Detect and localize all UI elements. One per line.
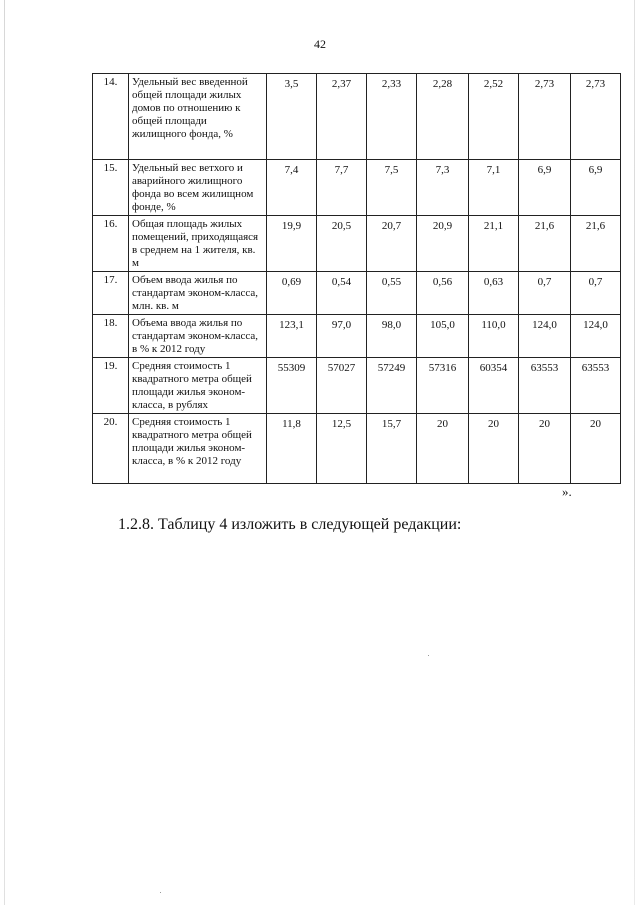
value-cell: 20 [469, 414, 519, 484]
value-cell: 7,4 [267, 160, 317, 216]
row-number: 20. [93, 414, 129, 484]
value-cell: 3,5 [267, 74, 317, 160]
table-row [93, 216, 621, 272]
value-cell: 55309 [267, 358, 317, 414]
value-cell: 57027 [317, 358, 367, 414]
value-cell: 123,1 [267, 315, 317, 358]
row-number: 14. [93, 74, 129, 160]
table-row [93, 160, 621, 216]
row-label: Средняя стоимость 1 квадратного метра общей площади жилья эконом-класса, в % к 2012 году [129, 414, 267, 484]
value-cell: 2,73 [519, 74, 571, 160]
row-label: Объема ввода жилья по стандартам эконом-класса, в % к 2012 году [129, 315, 267, 358]
row-number: 15. [93, 160, 129, 216]
scan-speck [428, 655, 429, 656]
table-row [93, 315, 621, 358]
row-label: Удельный вес введенной общей площади жилых домов по отношению к общей площади жилищного фонда, % [129, 74, 267, 160]
scan-edge-left [4, 0, 5, 905]
value-cell: 6,9 [571, 160, 621, 216]
value-cell: 63553 [571, 358, 621, 414]
value-cell: 21,6 [519, 216, 571, 272]
amendment-instruction: 1.2.8. Таблицу 4 изложить в следующей редакции: [118, 516, 462, 533]
value-cell: 20 [417, 414, 469, 484]
value-cell: 7,5 [367, 160, 417, 216]
row-number: 17. [93, 272, 129, 315]
value-cell: 2,28 [417, 74, 469, 160]
value-cell: 19,9 [267, 216, 317, 272]
value-cell: 20 [571, 414, 621, 484]
value-cell: 0,7 [519, 272, 571, 315]
row-label: Объем ввода жилья по стандартам эконом-класса, млн. кв. м [129, 272, 267, 315]
value-cell: 7,3 [417, 160, 469, 216]
value-cell: 7,1 [469, 160, 519, 216]
value-cell: 63553 [519, 358, 571, 414]
value-cell: 60354 [469, 358, 519, 414]
row-label: Общая площадь жилых помещений, приходящаяся в среднем на 1 жителя, кв. м [129, 216, 267, 272]
value-cell: 0,56 [417, 272, 469, 315]
value-cell: 97,0 [317, 315, 367, 358]
indicator-table [92, 73, 621, 484]
value-cell: 15,7 [367, 414, 417, 484]
value-cell: 7,7 [317, 160, 367, 216]
value-cell: 0,63 [469, 272, 519, 315]
scan-edge-right [634, 0, 635, 905]
table-row [93, 358, 621, 414]
value-cell: 20,9 [417, 216, 469, 272]
value-cell: 21,6 [571, 216, 621, 272]
value-cell: 20,5 [317, 216, 367, 272]
value-cell: 105,0 [417, 315, 469, 358]
value-cell: 2,37 [317, 74, 367, 160]
value-cell: 11,8 [267, 414, 317, 484]
value-cell: 2,52 [469, 74, 519, 160]
value-cell: 0,69 [267, 272, 317, 315]
scan-speck [160, 892, 161, 893]
value-cell: 2,73 [571, 74, 621, 160]
value-cell: 20,7 [367, 216, 417, 272]
row-label: Удельный вес ветхого и аварийного жилищного фонда во всем жилищном фонде, % [129, 160, 267, 216]
value-cell: 57249 [367, 358, 417, 414]
value-cell: 0,7 [571, 272, 621, 315]
row-number: 16. [93, 216, 129, 272]
value-cell: 20 [519, 414, 571, 484]
table-row [93, 272, 621, 315]
value-cell: 98,0 [367, 315, 417, 358]
value-cell: 2,33 [367, 74, 417, 160]
row-number: 19. [93, 358, 129, 414]
value-cell: 12,5 [317, 414, 367, 484]
value-cell: 0,55 [367, 272, 417, 315]
value-cell: 57316 [417, 358, 469, 414]
closing-quote-mark: ». [562, 484, 572, 499]
table-row [93, 414, 621, 484]
value-cell: 0,54 [317, 272, 367, 315]
row-label: Средняя стоимость 1 квадратного метра общей площади жилья эконом-класса, в рублях [129, 358, 267, 414]
row-number: 18. [93, 315, 129, 358]
value-cell: 6,9 [519, 160, 571, 216]
value-cell: 124,0 [571, 315, 621, 358]
value-cell: 124,0 [519, 315, 571, 358]
page-number: 42 [314, 37, 326, 51]
value-cell: 21,1 [469, 216, 519, 272]
value-cell: 110,0 [469, 315, 519, 358]
table-row [93, 74, 621, 160]
